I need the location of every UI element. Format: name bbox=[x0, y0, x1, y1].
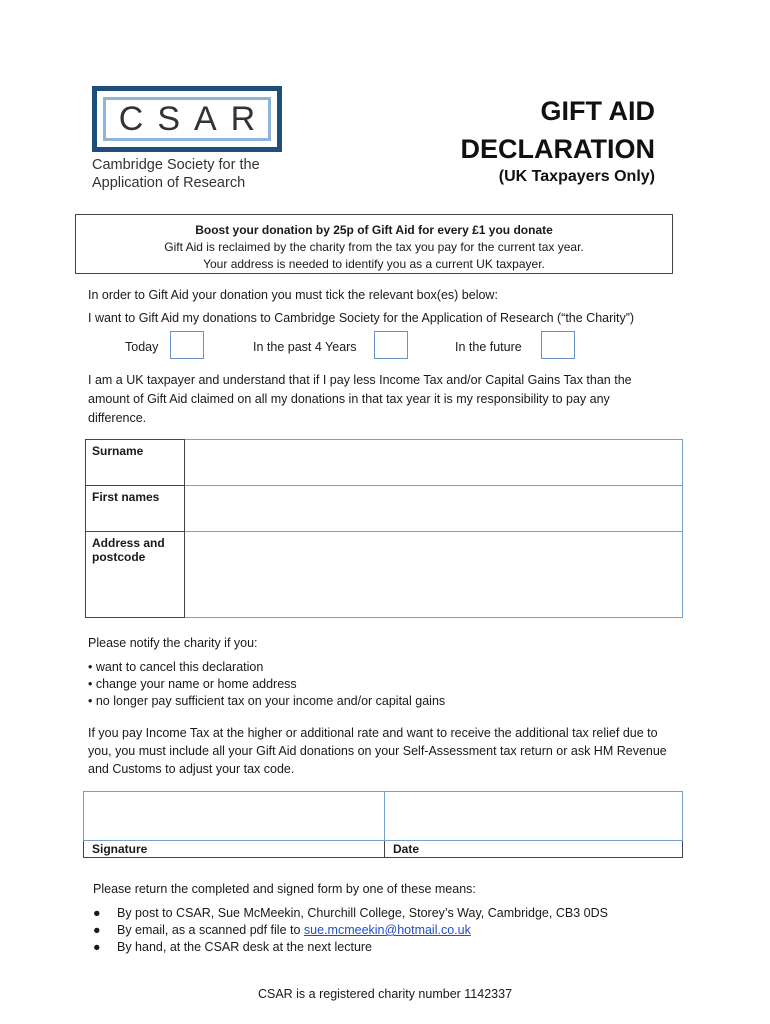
notify-item-text: no longer pay sufficient tax on your income and/or capital gains bbox=[95, 694, 446, 708]
return-heading: Please return the completed and signed form by one of these means: bbox=[93, 882, 476, 896]
list-item: • change your name or home address bbox=[88, 677, 297, 691]
return-post: By post to CSAR, Sue McMeekin, Churchill College, Storey’s Way, Cambridge, CB3 0DS bbox=[117, 906, 608, 920]
address-label-line-1: Address and bbox=[92, 536, 165, 550]
return-hand: By hand, at the CSAR desk at the next lecture bbox=[117, 940, 373, 954]
want-statement: I want to Gift Aid my donations to Cambridge Society for the Application of Research (“the Charity”) bbox=[88, 311, 635, 325]
return-methods bbox=[93, 905, 608, 956]
taxpayer-statement: I am a UK taxpayer and understand that if I pay less Income Tax and/or Capital Gains Tax than the amount of Gift Aid claimed on all my donations in that tax year it is my responsibility to pay any difference. bbox=[88, 373, 632, 425]
first-names-field[interactable] bbox=[185, 486, 683, 532]
list-item bbox=[93, 922, 608, 939]
option-future-checkbox[interactable] bbox=[541, 331, 575, 359]
donor-details-table bbox=[85, 439, 683, 618]
signature-label: Signature bbox=[84, 841, 385, 858]
notify-item-text: want to cancel this declaration bbox=[95, 660, 264, 674]
return-email-prefix: By email, as a scanned pdf file to bbox=[117, 923, 304, 937]
option-today-label: Today bbox=[125, 340, 159, 354]
logo-line-2: Application of Research bbox=[92, 175, 246, 191]
option-past-checkbox[interactable] bbox=[374, 331, 408, 359]
logo-line-1: Cambridge Society for the bbox=[92, 157, 260, 173]
notify-heading: Please notify the charity if you: bbox=[88, 636, 258, 650]
first-names-label: First names bbox=[86, 486, 185, 532]
list-item bbox=[93, 905, 608, 922]
date-label: Date bbox=[385, 841, 683, 858]
list-item: • no longer pay sufficient tax on your income and/or capital gains bbox=[88, 694, 446, 708]
date-field[interactable] bbox=[385, 792, 683, 841]
bullet-icon: ● bbox=[93, 940, 101, 954]
intro-headline: Boost your donation by 25p of Gift Aid for every £1 you donate bbox=[195, 223, 553, 237]
footer-charity-number: CSAR is a registered charity number 1142337 bbox=[257, 987, 513, 1001]
logo-acronym: CSAR bbox=[103, 97, 271, 141]
option-past-label: In the past 4 Years bbox=[253, 340, 357, 354]
page-subtitle: (UK Taxpayers Only) bbox=[498, 168, 655, 185]
notify-list bbox=[88, 659, 445, 710]
address-field[interactable] bbox=[185, 532, 683, 618]
option-future-label: In the future bbox=[455, 340, 522, 354]
list-item bbox=[93, 939, 608, 956]
intro-line-3: Your address is needed to identify you as a current UK taxpayer. bbox=[203, 257, 545, 271]
surname-field[interactable] bbox=[185, 440, 683, 486]
address-label-line-2: postcode bbox=[92, 550, 146, 564]
signature-field[interactable] bbox=[84, 792, 385, 841]
tick-prompt: In order to Gift Aid your donation you must tick the relevant box(es) below: bbox=[88, 288, 498, 302]
list-item: • want to cancel this declaration bbox=[88, 660, 264, 674]
page-title bbox=[461, 92, 655, 168]
logo-organisation-name bbox=[92, 156, 260, 192]
higher-rate-note: If you pay Income Tax at the higher or additional rate and want to receive the additional tax relief due to you, you must include all your Gift Aid donations on your Self-Assessment tax return or ask HM Revenue and Customs to adjust your tax code. bbox=[88, 726, 667, 776]
surname-label: Surname bbox=[86, 440, 185, 486]
address-label bbox=[86, 532, 185, 618]
bullet-icon: ● bbox=[93, 923, 101, 937]
intro-line-2: Gift Aid is reclaimed by the charity from the tax you pay for the current tax year. bbox=[164, 240, 584, 254]
csar-logo bbox=[92, 86, 282, 152]
title-line-1: GIFT AID bbox=[540, 96, 655, 126]
title-line-2: DECLARATION bbox=[460, 134, 655, 164]
notify-item-text: change your name or home address bbox=[95, 677, 297, 691]
bullet-icon: ● bbox=[93, 906, 101, 920]
email-link[interactable]: sue.mcmeekin@hotmail.co.uk bbox=[303, 923, 471, 937]
option-today-checkbox[interactable] bbox=[170, 331, 204, 359]
signature-table bbox=[83, 791, 683, 858]
intro-box bbox=[75, 214, 673, 274]
